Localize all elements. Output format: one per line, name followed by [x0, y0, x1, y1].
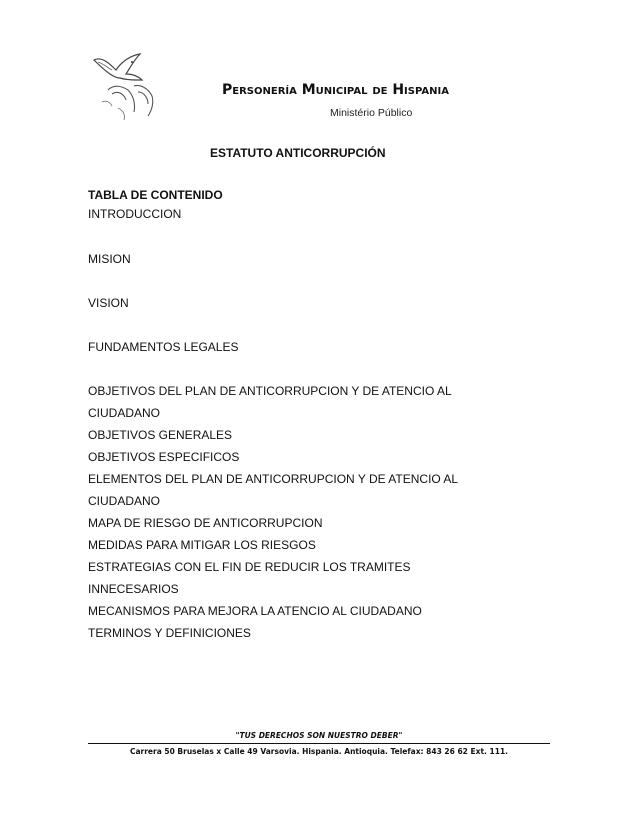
footer-motto: "TUS DERECHOS SON NUESTRO DEBER" — [235, 731, 403, 740]
document-heading: ESTATUTO ANTICORRUPCIÓN — [210, 146, 386, 160]
toc-item-elementos-plan: ELEMENTOS DEL PLAN DE ANTICORRUPCION Y DE ATENCIO AL — [88, 472, 459, 486]
organization-subtitle: Ministério Público — [330, 107, 413, 119]
footer-address: Carrera 50 Bruselas x Calle 49 Varsovia. Hispania. Antioquia. Telefax: 843 26 62 Ext. 111. — [129, 747, 509, 756]
toc-item-objetivos-plan-cont: CIUDADANO — [88, 406, 161, 420]
dove-and-hands-icon — [88, 50, 168, 122]
toc-item-estrategias-cont: INNECESARIOS — [88, 582, 179, 596]
toc-item-mecanismos: MECANISMOS PARA MEJORA LA ATENCIO AL CIUDADANO — [88, 604, 422, 618]
toc-item-terminos: TERMINOS Y DEFINICIONES — [88, 626, 251, 640]
toc-item-objetivos-plan: OBJETIVOS DEL PLAN DE ANTICORRUPCION Y DE ATENCIO AL — [88, 384, 452, 398]
toc-item-medidas-mitigar: MEDIDAS PARA MITIGAR LOS RIESGOS — [88, 538, 316, 552]
toc-item-introduccion: INTRODUCCION — [88, 207, 182, 221]
toc-item-fundamentos-legales: FUNDAMENTOS LEGALES — [88, 340, 239, 354]
toc-item-objetivos-especificos: OBJETIVOS ESPECIFICOS — [88, 450, 240, 464]
footer-divider — [88, 743, 550, 744]
toc-item-objetivos-generales: OBJETIVOS GENERALES — [88, 428, 233, 442]
organization-title: Personería Municipal de Hispania — [222, 82, 449, 98]
toc-title: TABLA DE CONTENIDO — [88, 188, 223, 202]
toc-item-mision: MISION — [88, 252, 131, 266]
toc-item-estrategias: ESTRATEGIAS CON EL FIN DE REDUCIR LOS TRAMITES — [88, 560, 411, 574]
toc-item-mapa-riesgo: MAPA DE RIESGO DE ANTICORRUPCION — [88, 516, 323, 530]
toc-item-elementos-plan-cont: CIUDADANO — [88, 494, 161, 508]
toc-item-vision: VISION — [88, 296, 129, 310]
